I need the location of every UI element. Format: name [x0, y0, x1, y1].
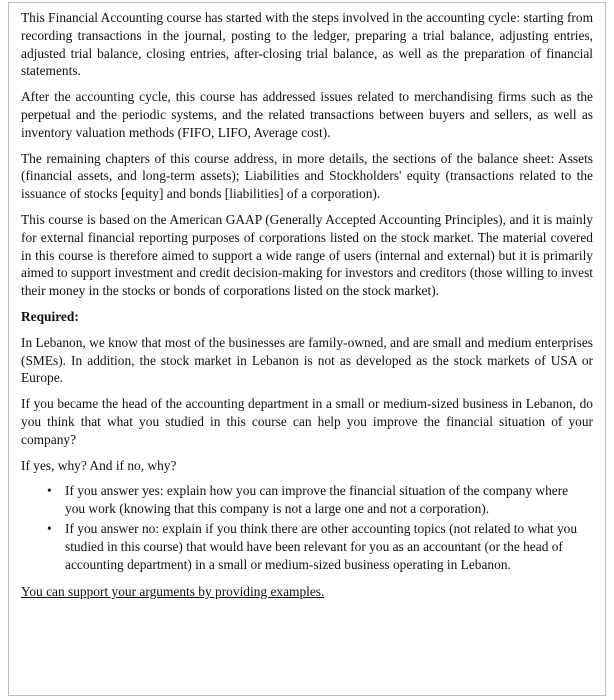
bullet-text-no: If you answer no: explain if you think there are other accounting topics (not related to what you studied in this course) that would have been relevant for you as an accountant (or the head of accounting department) in a small or medium-sized business operating in Lebanon.	[65, 520, 578, 572]
bullet-text-yes: If you answer yes: explain how you can improve the financial situation of the company where you work (knowing that this company is not a large one and not a corporation).	[65, 483, 569, 517]
bullet-item-yes	[47, 482, 593, 518]
paragraph-lebanon-smes: In Lebanon, we know that most of the businesses are family-owned, and are small and medium enterprises (SMEs). In addition, the stock market in Lebanon is not as developed as the stock markets of USA or Europe.	[21, 334, 593, 386]
bullet-icon: •	[47, 483, 52, 499]
paragraph-question: If you became the head of the accounting department in a small or medium-sized business in Lebanon, do you think that what you studied in this course can help you improve the financial situation of your company?	[21, 396, 593, 447]
paragraph-merchandising: After the accounting cycle, this course has addressed issues related to merchandising firms such as the perpetual and the periodic systems, and the related transactions between buyers and sellers, as well as inventory valuation methods (FIFO, LIFO, Average cost).	[21, 89, 593, 140]
paragraph-balance-sheet: The remaining chapters of this course address, in more details, the sections of the balance sheet: Assets (financial assets, and long-term assets); Liabilities and Stockholders' equity (transactions related to the issuance of stocks [equity] and bonds [liabilities] of a corporation).	[21, 150, 593, 202]
bullet-icon: •	[47, 520, 52, 536]
paragraph-yes-no: If yes, why? And if no, why?	[21, 457, 177, 473]
closing-instruction: You can support your arguments by providing examples.	[21, 584, 325, 600]
bullet-item-no	[47, 520, 593, 573]
answer-bullet-list	[21, 482, 593, 573]
document-page	[8, 2, 606, 696]
paragraph-accounting-cycle: This Financial Accounting course has started with the steps involved in the accounting cycle: starting from recording transactions in the journal, posting to the ledger, preparing a trial balance, adjusting entries, adjusted trial balance, closing entries, after-closing trial balance, as well as the preparation of financial statements.	[21, 10, 593, 79]
paragraph-gaap: This course is based on the American GAAP (Generally Accepted Accounting Principles), and it is mainly for external financial reporting purposes of corporations listed on the stock market. The material covered in this course is therefore aimed to support a wide range of users (internal and external) but it is primarily aimed to support investment and credit decision-making for investors and creditors (those willing to invest their money in the stocks or bonds of corporations listed on the stock market).	[21, 211, 593, 299]
required-heading: Required:	[21, 308, 79, 324]
